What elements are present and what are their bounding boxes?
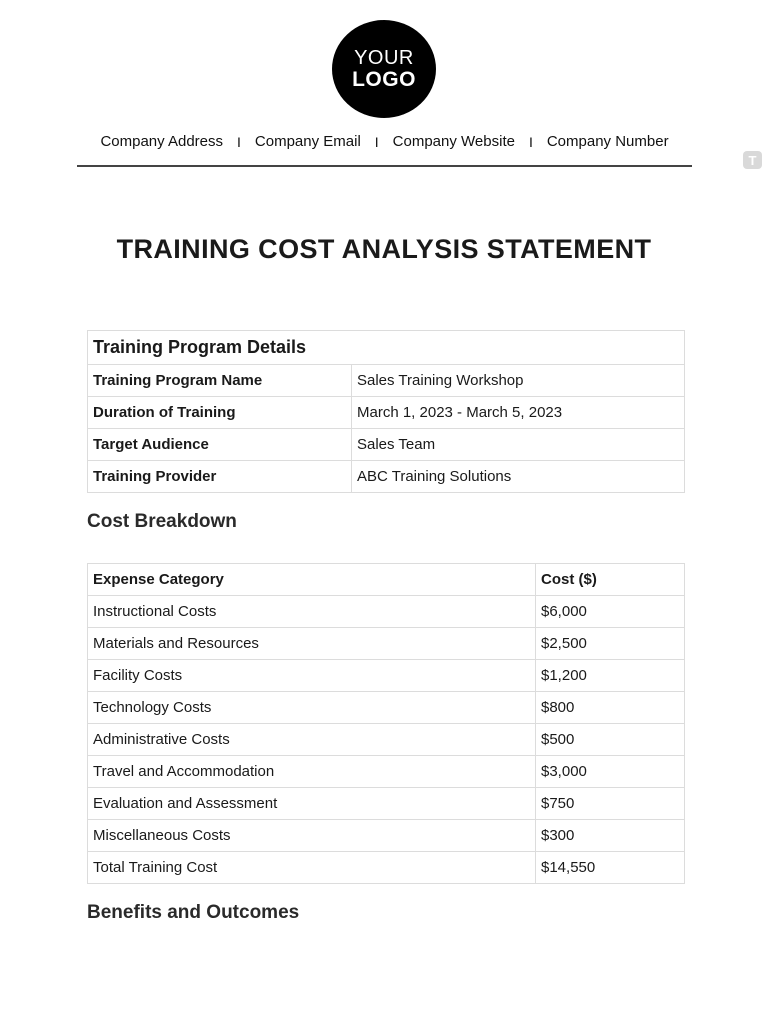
company-logo xyxy=(332,20,436,118)
company-email: Company Email xyxy=(254,133,361,150)
expense-cost: $6,000 xyxy=(536,596,685,628)
detail-label: Training Provider xyxy=(88,461,352,493)
expense-cost: $3,000 xyxy=(536,756,685,788)
table-row xyxy=(88,820,685,852)
table-row xyxy=(88,692,685,724)
expense-cost: $500 xyxy=(536,724,685,756)
expense-category: Administrative Costs xyxy=(88,724,536,756)
expense-cost: $800 xyxy=(536,692,685,724)
contact-separator: I xyxy=(528,133,533,150)
detail-label: Target Audience xyxy=(88,429,352,461)
company-address: Company Address xyxy=(100,133,224,150)
detail-label: Duration of Training xyxy=(88,397,352,429)
expense-category: Instructional Costs xyxy=(88,596,536,628)
detail-value: March 1, 2023 - March 5, 2023 xyxy=(352,397,685,429)
contact-separator: I xyxy=(374,133,379,150)
expense-category: Materials and Resources xyxy=(88,628,536,660)
expense-cost: $2,500 xyxy=(536,628,685,660)
column-header-cost: Cost ($) xyxy=(536,564,685,596)
expense-category: Technology Costs xyxy=(88,692,536,724)
detail-value: Sales Training Workshop xyxy=(352,365,685,397)
expense-cost: $750 xyxy=(536,788,685,820)
detail-value: ABC Training Solutions xyxy=(352,461,685,493)
logo-line-1: YOUR xyxy=(354,47,414,69)
expense-category: Travel and Accommodation xyxy=(88,756,536,788)
table-row xyxy=(88,788,685,820)
table-row xyxy=(88,461,685,493)
table-row xyxy=(88,628,685,660)
logo-line-2: LOGO xyxy=(352,68,416,91)
document-title: TRAINING COST ANALYSIS STATEMENT xyxy=(116,234,652,264)
benefits-heading: Benefits and Outcomes xyxy=(87,902,300,923)
cost-breakdown-heading: Cost Breakdown xyxy=(87,511,237,532)
template-badge-icon[interactable]: T xyxy=(743,151,762,169)
expense-cost: $14,550 xyxy=(536,852,685,884)
expense-cost: $1,200 xyxy=(536,660,685,692)
expense-category: Total Training Cost xyxy=(88,852,536,884)
cost-breakdown-table xyxy=(87,563,685,884)
training-details-table xyxy=(87,330,685,493)
header-divider xyxy=(77,165,692,167)
table-row xyxy=(88,429,685,461)
details-heading: Training Program Details xyxy=(88,331,685,365)
table-row-total xyxy=(88,852,685,884)
contact-bar xyxy=(77,133,692,150)
detail-value: Sales Team xyxy=(352,429,685,461)
table-row xyxy=(88,660,685,692)
table-row xyxy=(88,724,685,756)
expense-category: Facility Costs xyxy=(88,660,536,692)
table-row xyxy=(88,596,685,628)
company-number: Company Number xyxy=(546,133,669,150)
expense-cost: $300 xyxy=(536,820,685,852)
table-row xyxy=(88,756,685,788)
table-row xyxy=(88,331,685,365)
column-header-category: Expense Category xyxy=(88,564,536,596)
detail-label: Training Program Name xyxy=(88,365,352,397)
contact-separator: I xyxy=(237,133,241,150)
table-row xyxy=(88,365,685,397)
table-header-row xyxy=(88,564,685,596)
company-website: Company Website xyxy=(392,133,515,150)
expense-category: Miscellaneous Costs xyxy=(88,820,536,852)
table-row xyxy=(88,397,685,429)
expense-category: Evaluation and Assessment xyxy=(88,788,536,820)
